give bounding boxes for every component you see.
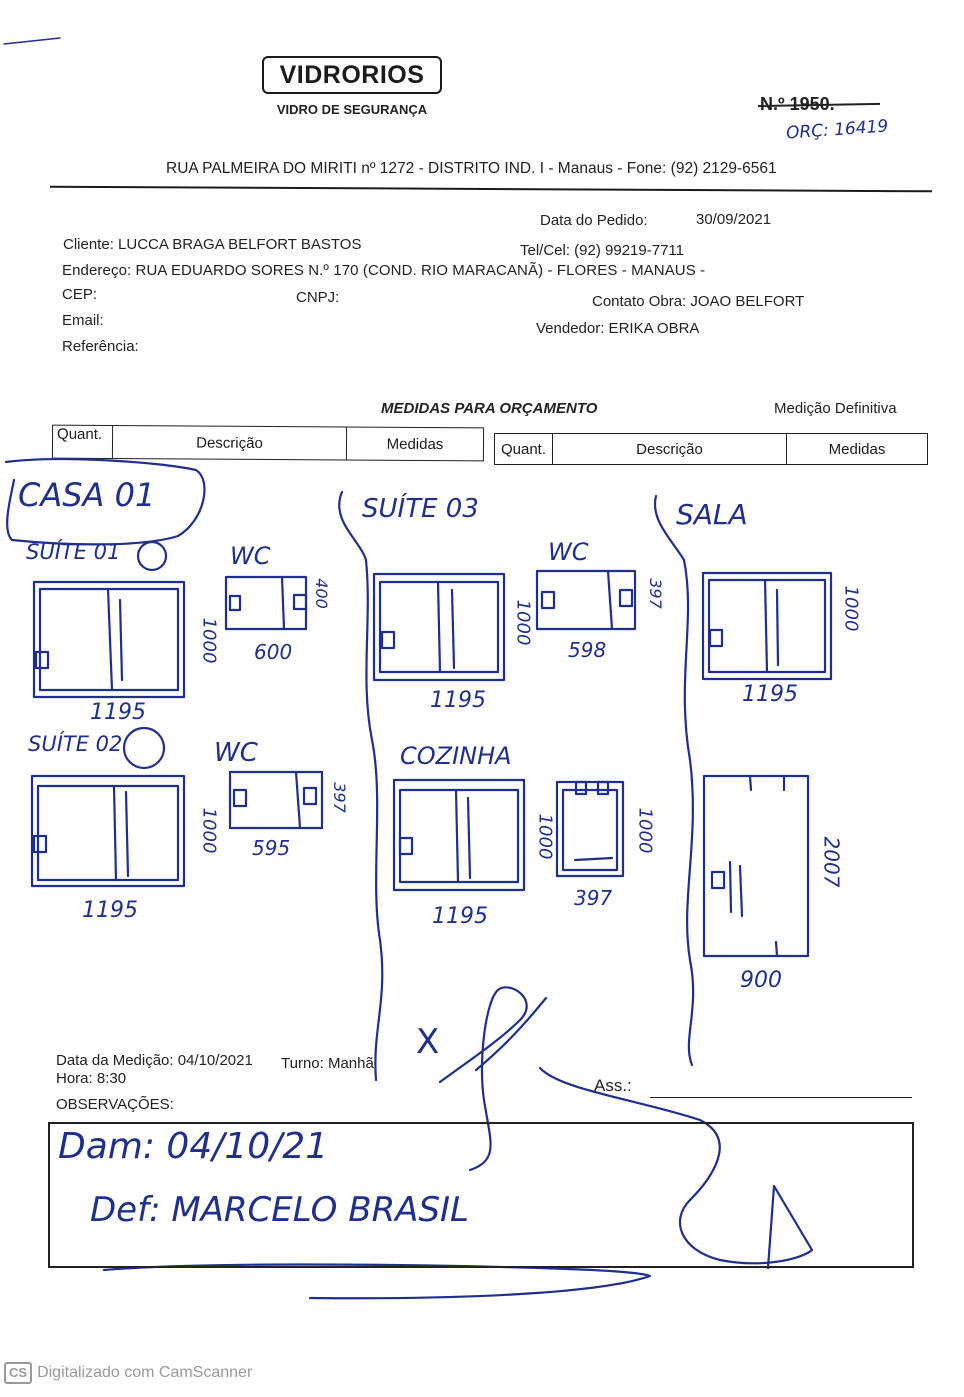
dim-wc1-height: 400 [311, 578, 331, 609]
label-cozinha: COZINHA [400, 742, 512, 770]
vendedor-field: Vendedor: ERIKA OBRA [536, 320, 700, 337]
dim-coz-height: 1000 [534, 813, 556, 860]
dim-s1-width: 1195 [90, 700, 146, 725]
dim-narrow-width: 397 [574, 886, 613, 910]
dim-s3-height: 1000 [512, 599, 534, 646]
data-medicao: Data da Medição: 04/10/2021 [56, 1052, 253, 1069]
suite01-mullion [108, 589, 112, 690]
dim-s2-width: 1195 [82, 898, 138, 923]
measures-title: MEDIDAS PARA ORÇAMENTO [381, 400, 598, 417]
dim-wc2-width: 595 [252, 836, 291, 860]
turno: Turno: Manhã [281, 1055, 374, 1072]
scanner-footer [4, 1362, 252, 1384]
data-pedido-label: Data do Pedido: [540, 212, 648, 229]
dim-narrow-height: 1000 [634, 807, 656, 854]
dim-wc2-height: 397 [329, 782, 349, 813]
dim-door-height: 2007 [819, 836, 844, 888]
label-wc3: WC [548, 538, 589, 566]
camscanner-icon: CS [4, 1362, 32, 1384]
contato-obra-field: Contato Obra: JOAO BELFORT [592, 293, 805, 310]
dim-wc1-width: 600 [254, 640, 293, 664]
label-wc1: WC [230, 542, 271, 570]
company-logo: VIDRORIOS [262, 56, 442, 94]
orcamento-number: ORÇ: 16419 [785, 116, 889, 144]
email-field: Email: [62, 312, 104, 329]
data-pedido-value: 30/09/2021 [696, 211, 772, 228]
label-suite02: SUÍTE 02 [28, 732, 123, 756]
narrow-window [557, 782, 623, 876]
dim-wc3-height: 397 [645, 578, 665, 609]
logo-subtitle: VIDRO DE SEGURANÇA [276, 102, 428, 117]
dim-coz-width: 1195 [432, 904, 488, 929]
col-medidas: Medidas [386, 435, 444, 453]
telcel-field: Tel/Cel: (92) 99219-7711 [520, 242, 684, 259]
label-suite01: SUÍTE 01 [26, 540, 121, 564]
dim-s3-width: 1195 [430, 688, 486, 713]
dim-wc3-width: 598 [568, 638, 607, 662]
label-suite03: SUÍTE 03 [362, 494, 479, 524]
dim-sala-height: 1000 [840, 585, 862, 632]
referencia-field: Referência: [62, 338, 139, 355]
signature-x-mark: X [416, 1022, 440, 1062]
endereco-field: Endereço: RUA EDUARDO SORES N.º 170 (COND. RIO MARACANÃ) - FLORES - MANAUS - [62, 262, 706, 279]
cliente-field: Cliente: LUCCA BRAGA BELFORT BASTOS [63, 236, 362, 253]
cep-field: CEP: [62, 286, 98, 303]
label-sala: SALA [676, 498, 748, 531]
cozinha-window [394, 780, 524, 890]
wc2-window [230, 772, 322, 828]
col-descricao: Descrição [553, 434, 787, 464]
company-address: RUA PALMEIRA DO MIRITI nº 1272 - DISTRITO IND. I - Manaus - Fone: (92) 2129-6561 [166, 160, 777, 177]
dim-s1-height: 1000 [198, 617, 220, 664]
dim-s2-height: 1000 [198, 807, 220, 854]
col-descricao: Descrição [113, 426, 347, 459]
dim-sala-width: 1195 [742, 682, 798, 707]
assinatura-label: Ass.: [594, 1076, 632, 1095]
col-medidas: Medidas [828, 440, 886, 458]
hora: Hora: 8:30 [56, 1070, 127, 1087]
signature-line [650, 1097, 912, 1098]
document-number: N.º 1950. [760, 94, 835, 114]
measures-mode: Medição Definitiva [774, 400, 897, 417]
observacoes-label: OBSERVAÇÕES: [56, 1096, 174, 1113]
cnpj-field: CNPJ: [296, 289, 340, 306]
label-wc2: WC [214, 738, 258, 768]
suite02-window [32, 776, 184, 886]
observation-line-2: Def: MARCELO BRASIL [90, 1190, 469, 1230]
observation-line-1: Dam: 04/10/21 [58, 1126, 329, 1167]
door-panel [704, 776, 808, 956]
col-quant: Quant. [495, 434, 553, 464]
col-quant: Quant. [53, 426, 113, 458]
dim-door-width: 900 [740, 968, 782, 993]
label-casa: CASA 01 [18, 476, 156, 514]
footer-text: Digitalizado com CamScanner [37, 1364, 253, 1381]
